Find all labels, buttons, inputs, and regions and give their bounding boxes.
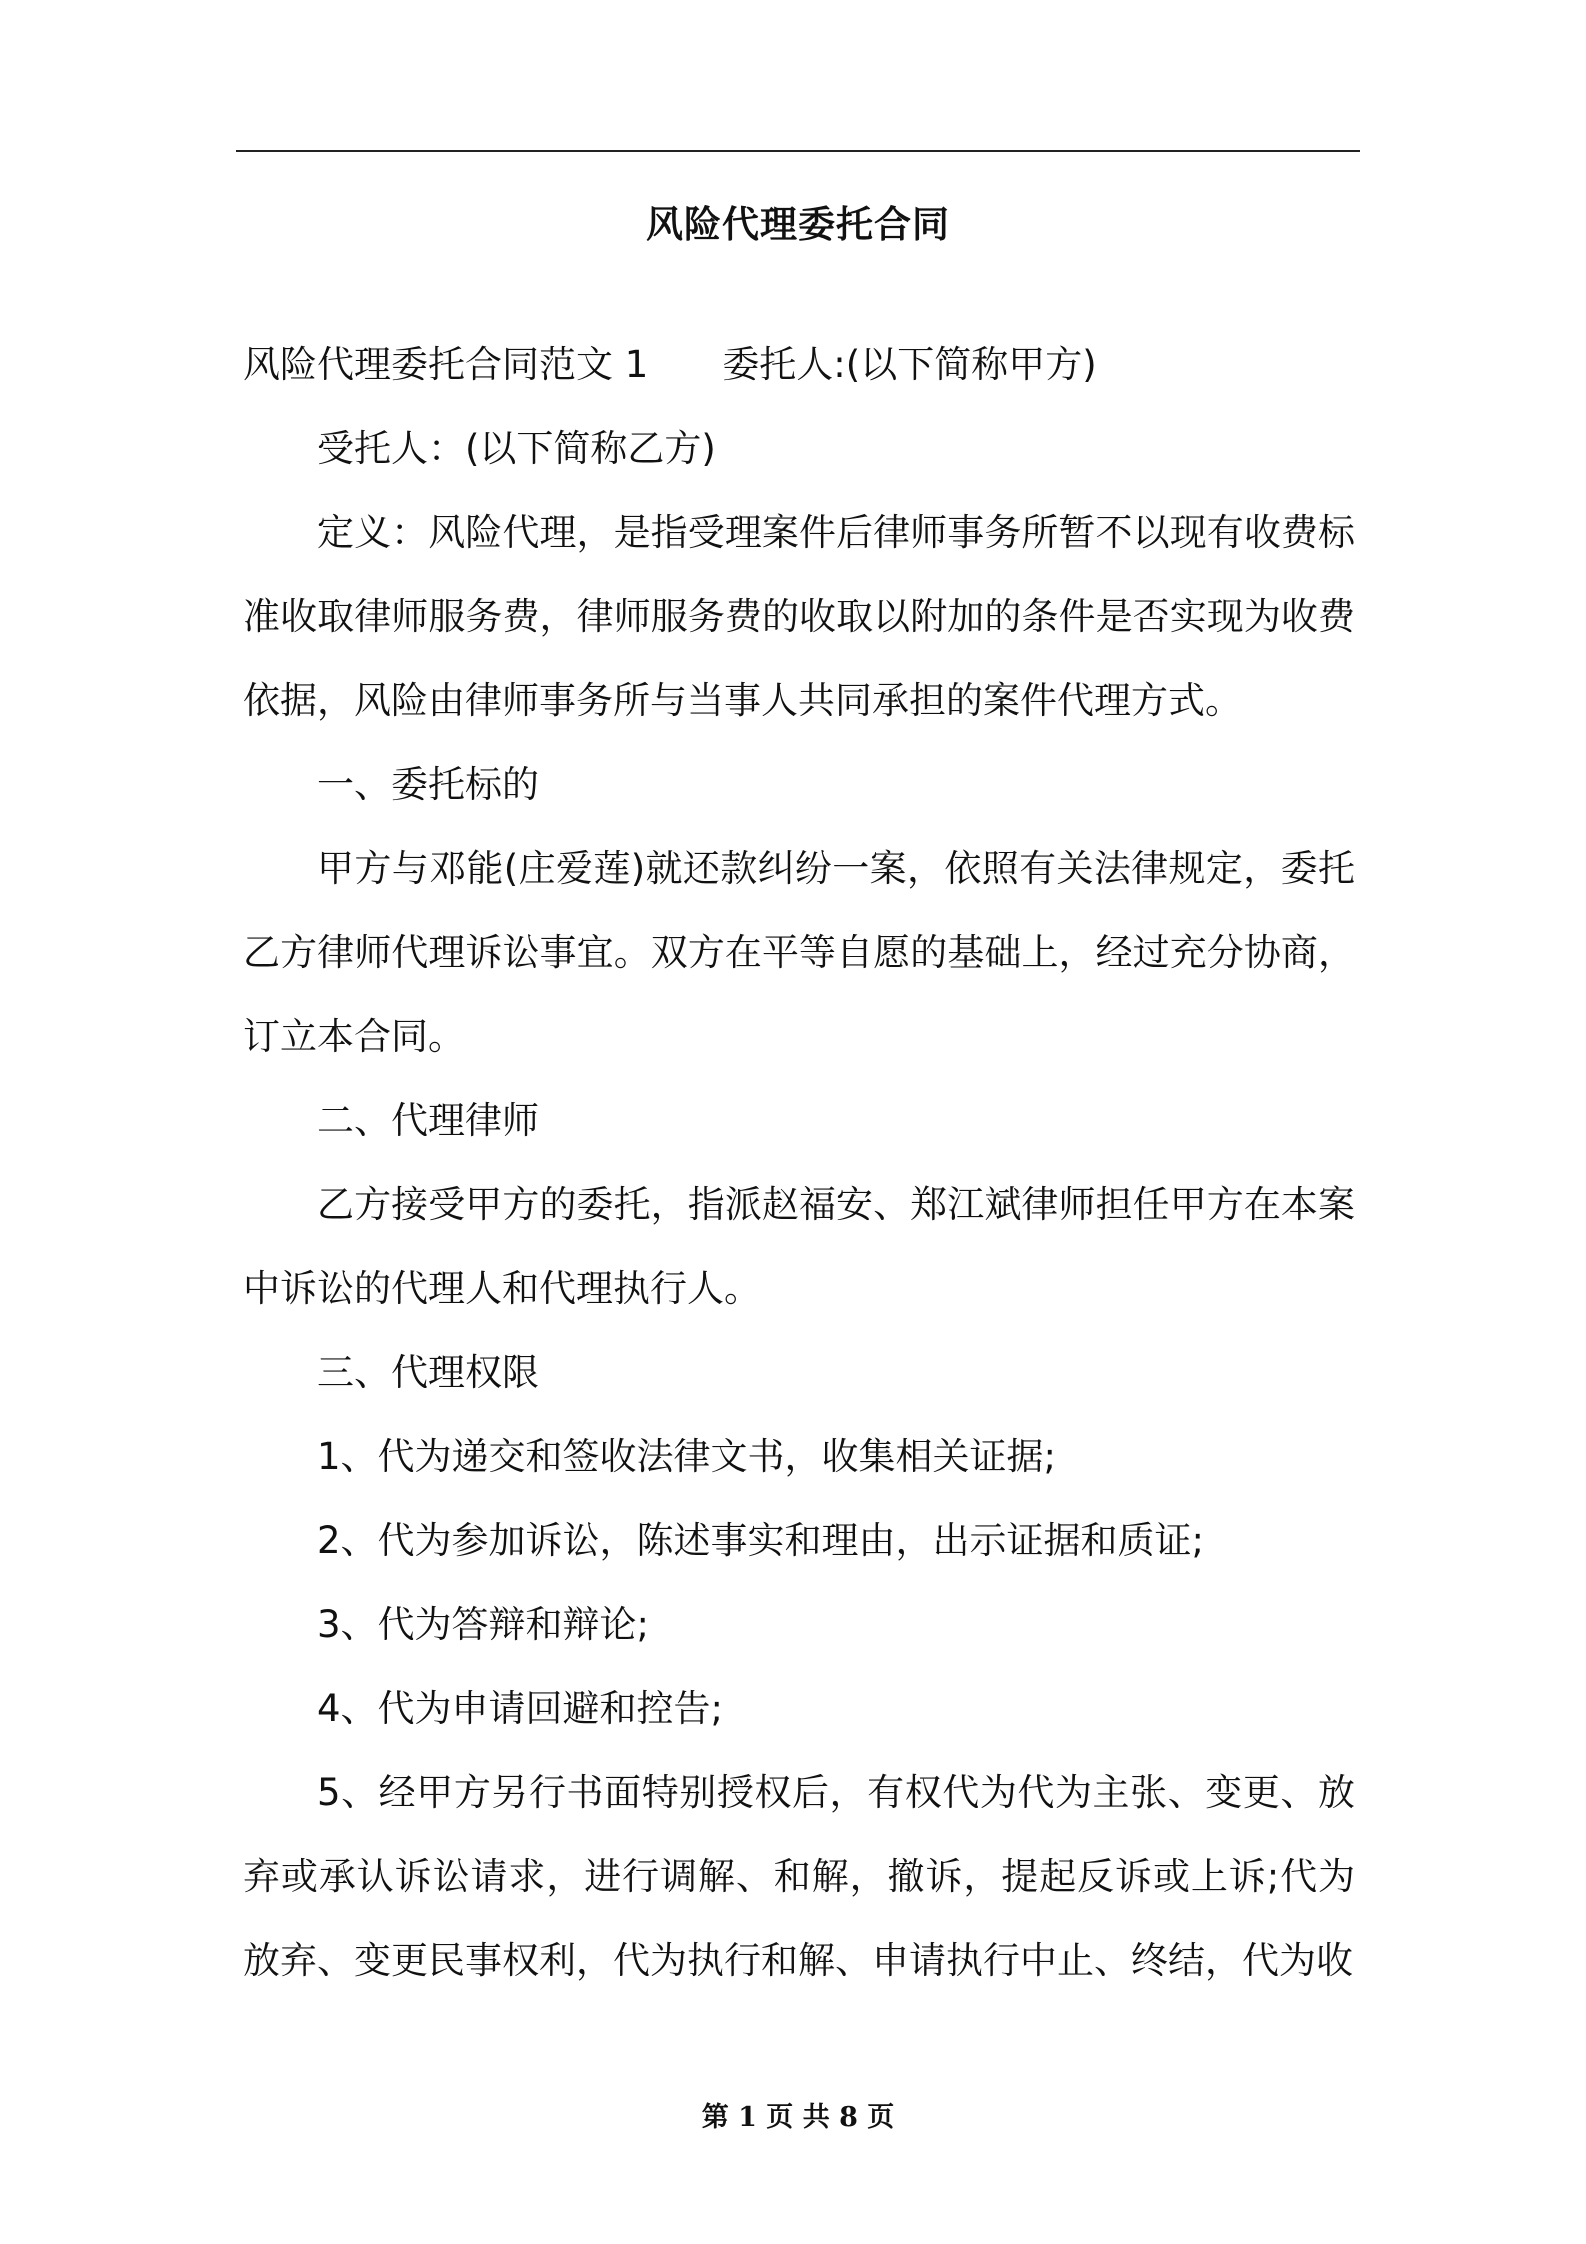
- paragraph-subject: 甲方与邓能(庄爱莲)就还款纠纷一案，依照有关法律规定，委托乙方律师代理诉讼事宜。双方在平等自愿的基础上，经过充分协商，订立本合同。: [243, 847, 1355, 1058]
- section-heading-lawyer: 二、代理律师: [317, 1099, 539, 1142]
- list-item: 1、代为递交和签收法律文书，收集相关证据;: [317, 1435, 1057, 1478]
- list-item: 4、代为申请回避和控告;: [317, 1687, 724, 1730]
- principal-line: 委托人:(以下简称甲方): [722, 343, 1097, 386]
- header-rule: [236, 150, 1360, 152]
- page-footer: [236, 2100, 1360, 2136]
- paragraph-definition: 定义：风险代理，是指受理案件后律师事务所暂不以现有收费标准收取律师服务费，律师服务费的收取以附加的条件是否实现为收费依据，风险由律师事务所与当事人共同承担的案件代理方式。: [243, 511, 1355, 722]
- document-title: 风险代理委托合同: [646, 203, 950, 246]
- document-body: [243, 323, 1355, 2003]
- lead-paragraph: [243, 323, 1355, 407]
- list-item: 2、代为参加诉讼，陈述事实和理由，出示证据和质证;: [317, 1519, 1205, 1562]
- section-heading-subject: 一、委托标的: [317, 763, 539, 806]
- list-item: 5、经甲方另行书面特别授权后，有权代为代为主张、变更、放弃或承认诉讼请求，进行调解、和解，撤诉，提起反诉或上诉;代为放弃、变更民事权利，代为执行和解、申请执行中止、终结，代为收: [243, 1771, 1355, 1982]
- list-item: 3、代为答辩和辩论;: [317, 1603, 650, 1646]
- page-number: 第 1 页 共 8 页: [701, 2102, 895, 2133]
- section-heading-authority: 三、代理权限: [317, 1351, 539, 1394]
- paragraph-lawyer: 乙方接受甲方的委托，指派赵福安、郑江斌律师担任甲方在本案中诉讼的代理人和代理执行人。: [243, 1183, 1355, 1310]
- paragraph-trustee: 受托人：(以下简称乙方): [317, 427, 716, 470]
- lead-heading: 风险代理委托合同范文 1: [243, 343, 649, 386]
